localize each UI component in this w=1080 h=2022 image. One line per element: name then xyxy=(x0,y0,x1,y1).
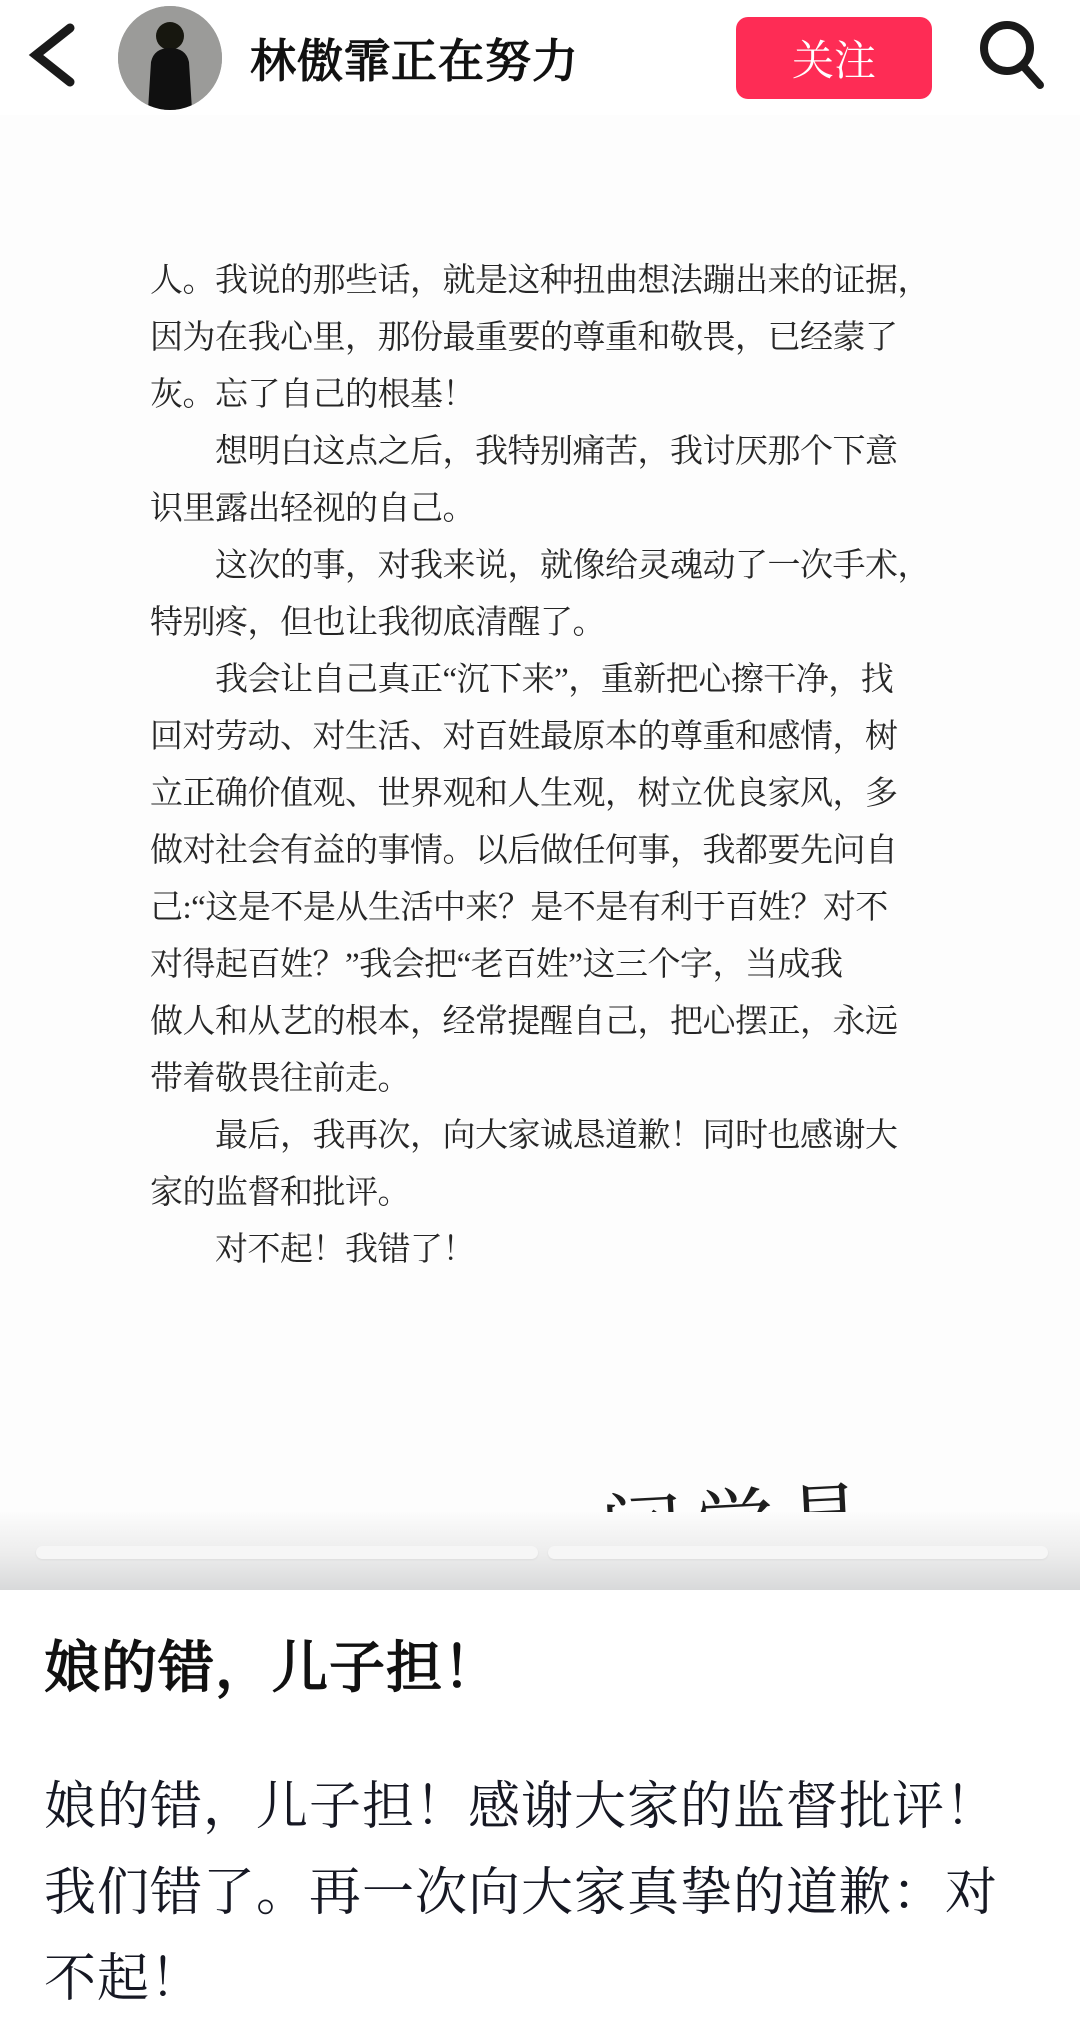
chevron-left-icon xyxy=(26,22,78,93)
letter-line: 人。我说的那些话，就是这种扭曲想法蹦出来的证据， xyxy=(150,263,930,299)
letter-line: 带着敬畏往前走。 xyxy=(150,1061,410,1097)
avatar-portrait xyxy=(118,6,222,110)
top-navigation-bar xyxy=(0,0,1080,115)
photo-bottom-gradient xyxy=(0,1512,1080,1590)
post-caption xyxy=(44,1764,1036,2022)
letter-line: 立正确价值观、世界观和人生观，树立优良家风，多 xyxy=(150,776,898,812)
post-title: 娘的错，儿子担！ xyxy=(44,1636,500,1699)
letter-line: 想明白这点之后，我特别痛苦，我讨厌那个下意 xyxy=(150,434,898,470)
letter-line: 做人和从艺的根本，经常提醒自己，把心摆正，永远 xyxy=(150,1004,898,1040)
post-image[interactable] xyxy=(0,115,1080,1590)
letter-body xyxy=(150,253,940,1279)
letter-line: 因为在我心里，那份最重要的尊重和敬畏，已经蒙了 xyxy=(150,320,898,356)
carousel-page-indicator-1 xyxy=(36,1546,538,1559)
letter-line: 做对社会有益的事情。以后做任何事，我都要先问自 xyxy=(150,833,898,869)
letter-line: 对不起！我错了！ xyxy=(150,1232,475,1268)
letter-line: 我会让自己真正“沉下来”，重新把心擦干净，找 xyxy=(150,662,894,698)
letter-line: 灰。忘了自己的根基！ xyxy=(150,377,475,413)
carousel-page-indicator-2 xyxy=(548,1546,1048,1559)
post-details xyxy=(0,1590,1080,2008)
search-icon xyxy=(974,17,1050,98)
letter-line: 回对劳动、对生活、对百姓最原本的尊重和感情，树 xyxy=(150,719,898,755)
letter-line: 特别疼，但也让我彻底清醒了。 xyxy=(150,605,605,641)
letter-line: 最后，我再次，向大家诚恳道歉！同时也感谢大 xyxy=(150,1118,898,1154)
search-button[interactable] xyxy=(970,16,1054,100)
username[interactable]: 林傲霏正在努力 xyxy=(250,34,579,87)
letter-line: 这次的事，对我来说，就像给灵魂动了一次手术， xyxy=(150,548,930,584)
letter-line: 识里露出轻视的自己。 xyxy=(150,491,475,527)
back-button[interactable] xyxy=(26,13,96,103)
letter-line: 家的监督和批评。 xyxy=(150,1175,410,1211)
letter-line: 己:“这是不是从生活中来？是不是有利于百姓？对不 xyxy=(150,890,888,926)
caption-line: 我们错了。再一次向大家真挚的道歉：对不起！ xyxy=(44,1864,999,2008)
avatar[interactable] xyxy=(118,6,222,110)
letter-line: 对得起百姓？”我会把“老百姓”这三个字，当成我 xyxy=(150,947,843,983)
caption-line: 娘的错，儿子担！感谢大家的监督批评！ xyxy=(44,1778,999,1836)
follow-button[interactable]: 关注 xyxy=(736,17,932,99)
